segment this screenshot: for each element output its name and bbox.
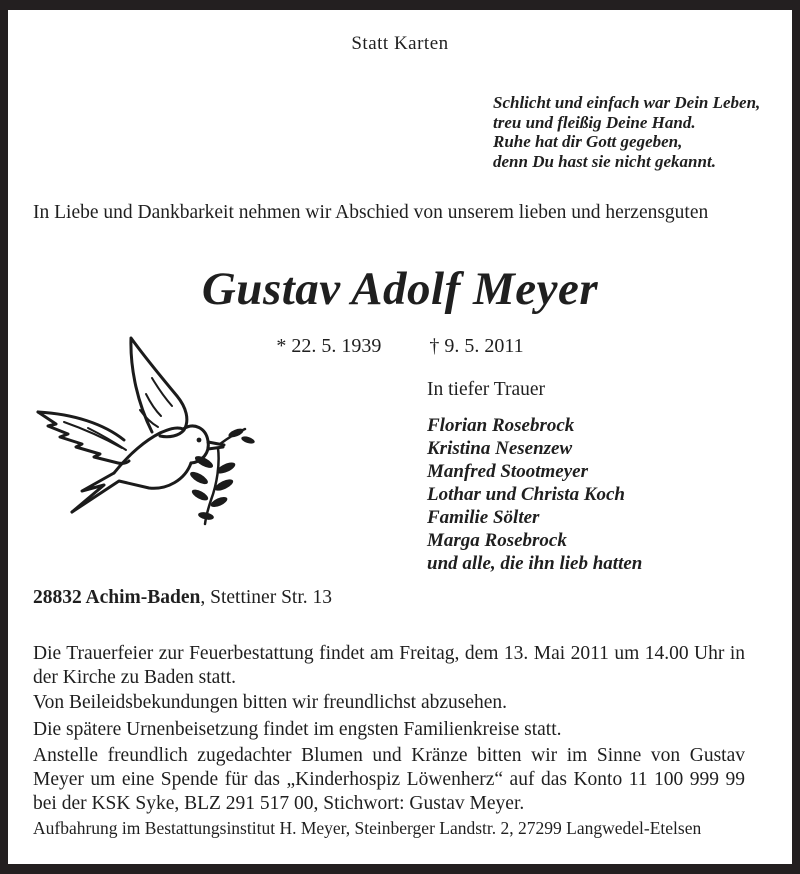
mourner-name: Kristina Nesenzew xyxy=(427,438,573,459)
donation-paragraph: Anstelle freundlich zugedachter Blumen und Kränze bitten wir im Sinne von Gustav Meyer um eine Spende für das „Kinderhospiz Löwenherz“ auf das Konto 11 100 999 99 bei der KSK Syke, BLZ 291 517 00, Stichwort: Gustav Meyer. xyxy=(33,745,745,814)
address-city: 28832 Achim-Baden xyxy=(33,587,201,608)
verse-line: Schlicht und einfach war Dein Leben, xyxy=(493,93,761,112)
verse-line: treu und fleißig Deine Hand. xyxy=(493,112,696,132)
urn-burial-paragraph: Die spätere Urnenbeisetzung findet im engsten Familienkreise statt. xyxy=(33,719,562,740)
funeral-info-paragraph: Die Trauerfeier zur Feuerbestattung findet am Freitag, dem 13. Mai 2011 um 14.00 Uhr in der Kirche zu Baden statt. xyxy=(33,643,745,688)
death-date: † 9. 5. 2011 xyxy=(429,335,524,357)
condolences-paragraph: Von Beileidsbekundungen bitten wir freundlichst abzusehen. xyxy=(33,692,508,713)
mourner-name: Marga Rosebrock xyxy=(427,530,567,551)
mourner-name: Familie Sölter xyxy=(427,507,540,528)
memorial-verse xyxy=(493,93,760,171)
verse-line: Ruhe hat dir Gott gegeben, xyxy=(493,132,683,151)
address-street: , Stettiner Str. 13 xyxy=(200,587,333,608)
mourner-name: Lothar und Christa Koch xyxy=(427,484,625,505)
mourning-label: In tiefer Trauer xyxy=(427,379,546,400)
dove-olive-branch-icon xyxy=(34,332,266,534)
mourners-list xyxy=(427,414,642,575)
mourning-block xyxy=(427,379,642,575)
intro-sentence: In Liebe und Dankbarkeit nehmen wir Abschied von unserem lieben und herzensguten xyxy=(33,202,709,223)
birth-date: * 22. 5. 1939 xyxy=(276,335,382,357)
mourner-name: Florian Rosebrock xyxy=(427,415,575,436)
verse-line: denn Du hast sie nicht gekannt. xyxy=(493,151,716,171)
address-line xyxy=(33,587,332,609)
mourner-name: Manfred Stootmeyer xyxy=(427,461,588,482)
deceased-name: Gustav Adolf Meyer xyxy=(201,263,599,315)
mourner-name: und alle, die ihn lieb hatten xyxy=(427,553,643,574)
statt-karten-header: Statt Karten xyxy=(351,33,449,54)
funeral-home-footer: Aufbahrung im Bestattungsinstitut H. Meyer, Steinberger Landstr. 2, 27299 Langwedel-Etelsen xyxy=(33,818,702,838)
